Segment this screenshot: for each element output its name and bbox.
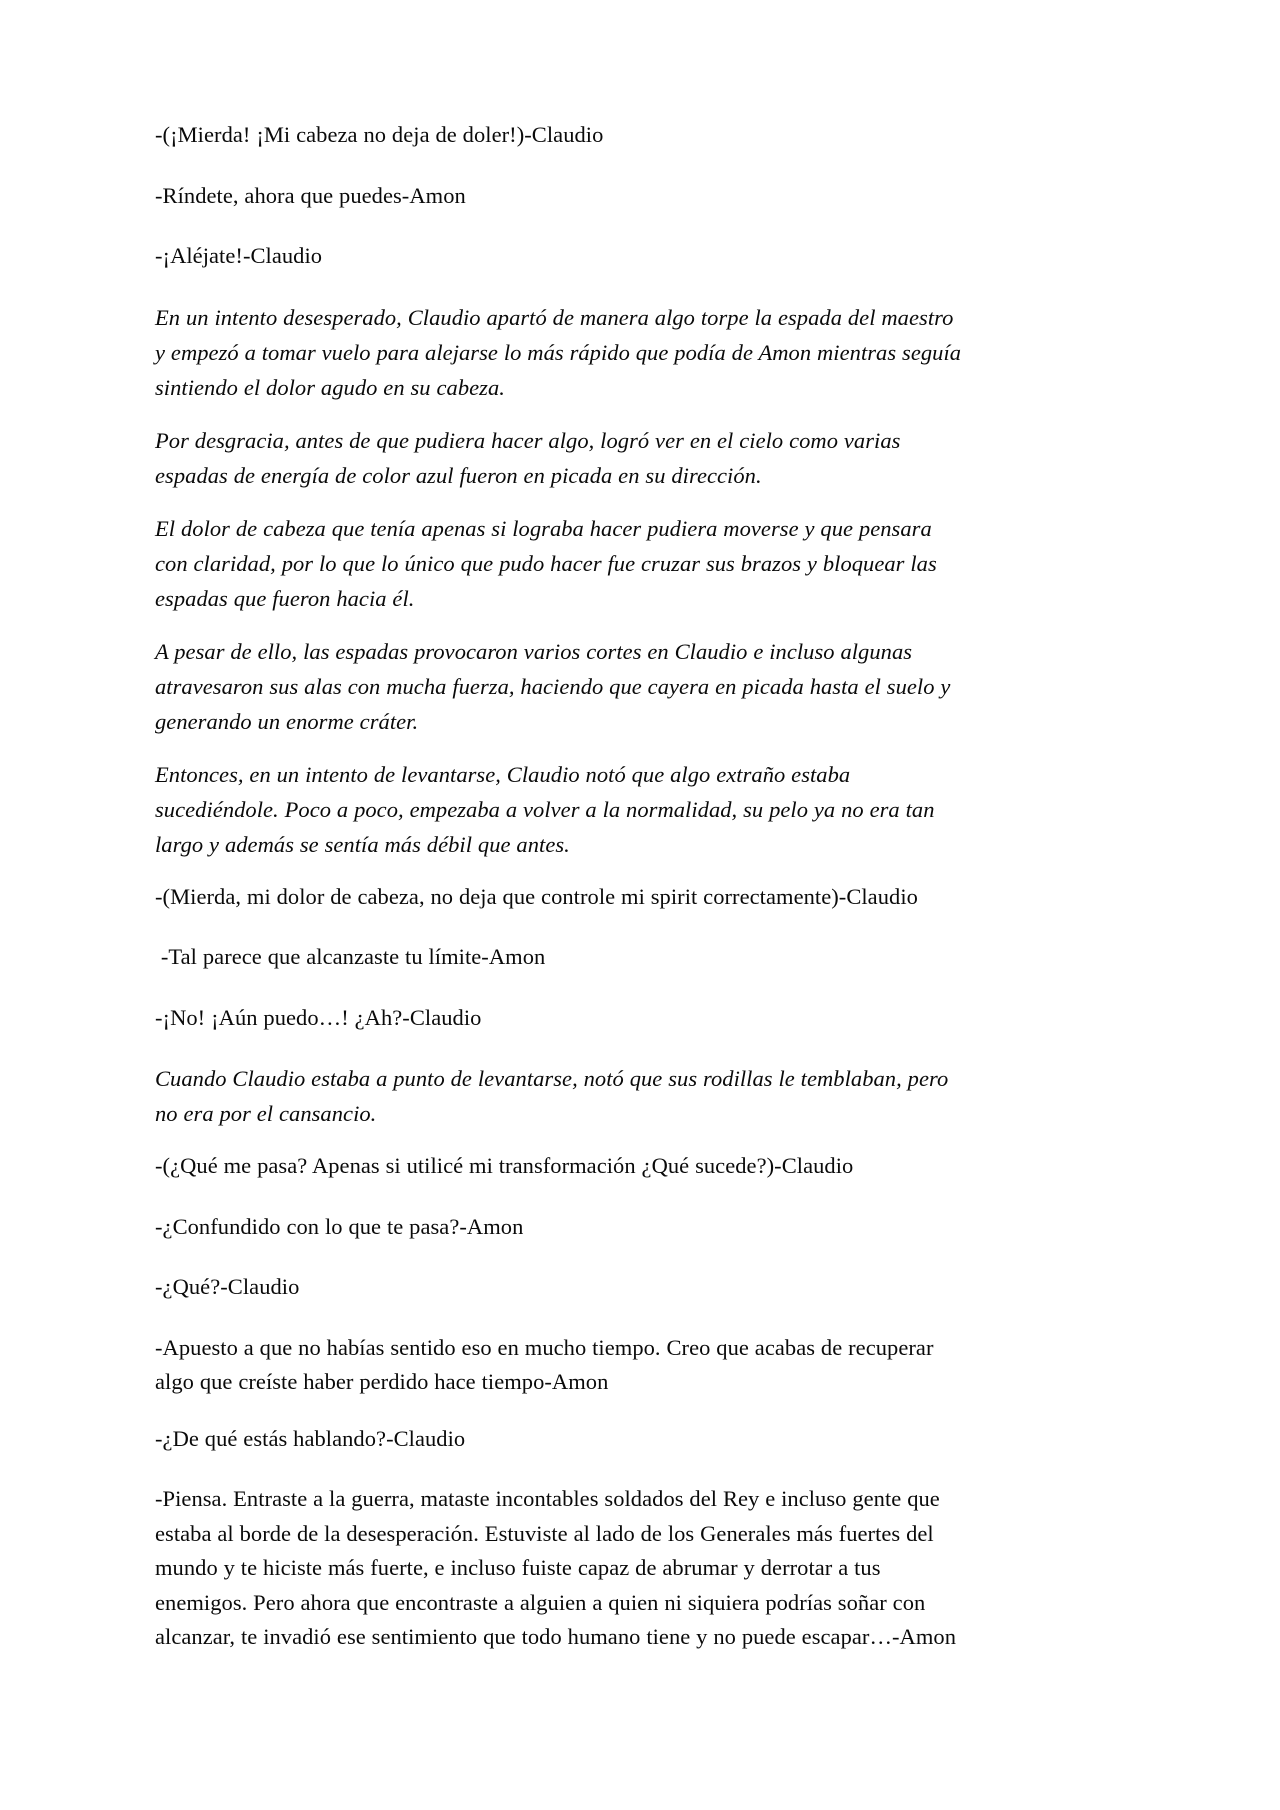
paragraph-dialogue: -Piensa. Entraste a la guerra, mataste incontables soldados del Rey e incluso gente que estaba al borde de la desesperación. Estuviste al lado de los Generales más fuertes del mundo y te hiciste más fuerte, e incluso fuiste capaz de abrumar y derrotar a tus enemigos. Pero ahora que encontraste a alguien a quien ni siquiera podrías soñar con alcanzar, te invadió ese sentimiento que todo humano tiene y no puede escapar…-Amon <box>155 1486 957 1649</box>
paragraph-dialogue: -¿De qué estás hablando?-Claudio <box>155 1425 466 1451</box>
paragraph-dialogue: -Apuesto a que no habías sentido eso en mucho tiempo. Creo que acabas de recuperar algo que creíste haber perdido hace tiempo-Amon <box>155 1334 940 1394</box>
paragraph-dialogue: -¿Qué?-Claudio <box>155 1274 300 1299</box>
paragraph-dialogue: -Tal parece que alcanzaste tu límite-Amon <box>155 944 546 969</box>
paragraph-dialogue: -(¡Mierda! ¡Mi cabeza no deja de doler!)-Claudio <box>155 122 604 147</box>
paragraph-dialogue: -(¿Qué me pasa? Apenas si utilicé mi transformación ¿Qué sucede?)-Claudio <box>155 1153 854 1178</box>
paragraph-narration: El dolor de cabeza que tenía apenas si lograba hacer pudiera moverse y que pensara con claridad, por lo que lo único que pudo hacer fue cruzar sus brazos y bloquear las espadas que fueron hacia él. <box>155 515 943 611</box>
paragraph-narration: En un intento desesperado, Claudio apartó de manera algo torpe la espada del maestro y empezó a tomar vuelo para alejarse lo más rápido que podía de Amon mientras seguía sintiendo el dolor agudo en su cabeza. <box>155 304 967 400</box>
document-text-body <box>155 118 967 1655</box>
paragraph-dialogue: -¡Aléjate!-Claudio <box>155 243 323 268</box>
paragraph-dialogue: -Ríndete, ahora que puedes-Amon <box>155 182 466 208</box>
paragraph-dialogue: -¿Confundido con lo que te pasa?-Amon <box>155 1213 524 1239</box>
paragraph-narration: A pesar de ello, las espadas provocaron varios cortes en Claudio e incluso algunas atravesaron sus alas con mucha fuerza, haciendo que cayera en picada hasta el suelo y generando un enorme cráter. <box>155 638 957 734</box>
paragraph-dialogue: -¡No! ¡Aún puedo…! ¿Ah?-Claudio <box>155 1004 482 1030</box>
paragraph-narration: Entonces, en un intento de levantarse, Claudio notó que algo extraño estaba sucediéndole. Poco a poco, empezaba a volver a la normalidad, su pelo ya no era tan largo y además se sentía más débil que antes. <box>155 761 941 857</box>
paragraph-narration: Cuando Claudio estaba a punto de levantarse, notó que sus rodillas le temblaban, pero no era por el cansancio. <box>155 1066 955 1126</box>
paragraph-dialogue: -(Mierda, mi dolor de cabeza, no deja que controle mi spirit correctamente)-Claudio <box>155 883 918 909</box>
paragraph-narration: Por desgracia, antes de que pudiera hacer algo, logró ver en el cielo como varias espadas de energía de color azul fueron en picada en su dirección. <box>155 427 907 488</box>
